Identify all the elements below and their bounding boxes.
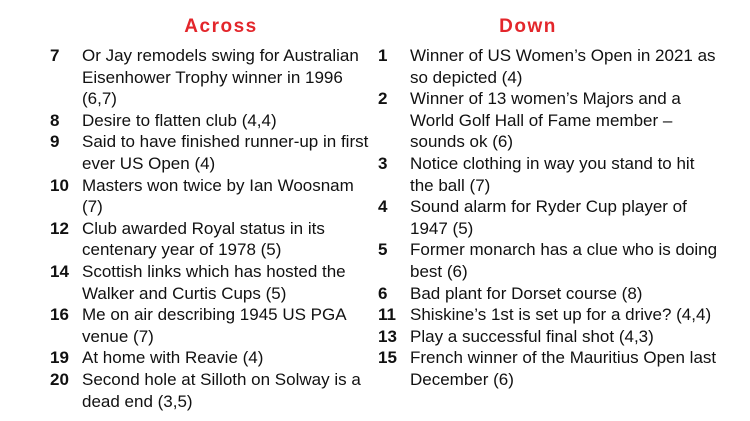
clue-text: Club awarded Royal status in its centenary year of 1978 (5) bbox=[82, 218, 325, 260]
clue-number: 2 bbox=[378, 89, 388, 109]
clue-number: 14 bbox=[50, 261, 69, 281]
clue-number: 10 bbox=[50, 175, 69, 195]
clue-text: Former monarch has a clue who is doing best (6) bbox=[410, 240, 718, 281]
clue-number: 7 bbox=[50, 46, 60, 65]
clue-number: 13 bbox=[378, 326, 397, 346]
across-clue bbox=[50, 369, 370, 412]
down-clue bbox=[378, 45, 718, 88]
across-clue bbox=[50, 110, 370, 132]
across-column bbox=[50, 0, 370, 412]
down-clue bbox=[378, 88, 718, 153]
across-clue bbox=[50, 261, 370, 304]
down-clue-list bbox=[378, 45, 718, 391]
clue-number: 4 bbox=[378, 197, 388, 217]
across-clue bbox=[50, 175, 370, 218]
clue-text: Masters won twice by Ian Woosnam (7) bbox=[82, 175, 354, 217]
clue-text: Or Jay remodels swing for Australian Eisenhower Trophy winner in 1996 (6,7) bbox=[82, 46, 359, 109]
clue-text: Me on air describing 1945 US PGA venue (7) bbox=[82, 305, 346, 346]
across-clue bbox=[50, 218, 370, 261]
down-clue bbox=[378, 304, 718, 326]
clue-number: 6 bbox=[378, 283, 388, 303]
clue-text: French winner of the Mauritius Open last December (6) bbox=[410, 348, 717, 389]
across-clue bbox=[50, 45, 370, 110]
clue-text: Play a successful final shot (4,3) bbox=[410, 326, 654, 346]
clue-number: 20 bbox=[50, 369, 69, 389]
clue-text: Bad plant for Dorset course (8) bbox=[410, 283, 643, 303]
clue-number: 9 bbox=[50, 132, 60, 152]
clue-number: 19 bbox=[50, 348, 69, 368]
clue-text: Said to have finished runner-up in first ever US Open (4) bbox=[82, 132, 369, 173]
down-column bbox=[378, 0, 718, 391]
down-clue bbox=[378, 347, 718, 390]
across-heading: Across bbox=[184, 16, 258, 37]
clue-text: Winner of US Women’s Open in 2021 as so depicted (4) bbox=[410, 46, 716, 87]
down-clue bbox=[378, 196, 718, 239]
clue-number: 5 bbox=[378, 240, 388, 260]
across-clue bbox=[50, 304, 370, 347]
clue-text: At home with Reavie (4) bbox=[82, 348, 264, 368]
clue-number: 8 bbox=[50, 110, 60, 130]
clue-text: Shiskine’s 1st is set up for a drive? (4,4) bbox=[410, 305, 712, 325]
across-clue bbox=[50, 347, 370, 369]
down-heading: Down bbox=[499, 16, 557, 37]
clue-text: Scottish links which has hosted the Walker and Curtis Cups (5) bbox=[82, 261, 346, 303]
across-clue bbox=[50, 131, 370, 174]
across-clue-list bbox=[50, 45, 370, 412]
clue-text: Notice clothing in way you stand to hit the ball (7) bbox=[410, 153, 695, 195]
down-clue bbox=[378, 239, 718, 282]
clue-number: 12 bbox=[50, 218, 69, 238]
clue-number: 1 bbox=[378, 46, 388, 65]
clue-text: Winner of 13 women’s Majors and a World Golf Hall of Fame member – sounds ok (6) bbox=[410, 89, 681, 152]
clue-number: 3 bbox=[378, 153, 388, 173]
clue-text: Sound alarm for Ryder Cup player of 1947 (5) bbox=[410, 197, 687, 238]
clue-number: 11 bbox=[378, 305, 396, 325]
clue-number: 16 bbox=[50, 305, 69, 325]
down-clue bbox=[378, 326, 718, 348]
clue-text: Desire to flatten club (4,4) bbox=[82, 110, 277, 130]
down-clue bbox=[378, 153, 718, 196]
down-clue bbox=[378, 283, 718, 305]
clue-number: 15 bbox=[378, 348, 397, 368]
clue-text: Second hole at Silloth on Solway is a dead end (3,5) bbox=[82, 369, 361, 411]
